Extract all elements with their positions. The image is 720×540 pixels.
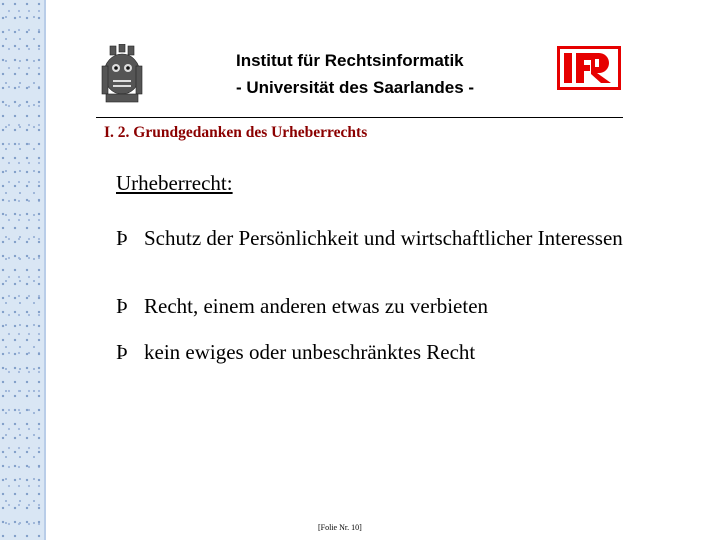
- header-divider: [96, 117, 623, 118]
- bullet-text: kein ewiges oder unbeschränktes Recht: [144, 340, 476, 364]
- ifr-logo-icon: [557, 46, 621, 90]
- section-title: I. 2. Grundgedanken des Urheberrechts: [104, 124, 368, 141]
- university-seal-icon: [96, 44, 148, 106]
- decorative-side-strip: [0, 0, 46, 540]
- implies-arrow-icon: Þ: [116, 226, 128, 250]
- bullet-text: Recht, einem anderen etwas zu verbieten: [144, 294, 489, 318]
- main-heading: Urheberrecht:: [116, 171, 233, 195]
- university-name: - Universität des Saarlandes -: [236, 78, 475, 97]
- institute-name: Institut für Rechtsinformatik: [236, 51, 464, 70]
- implies-arrow-icon: Þ: [116, 294, 128, 318]
- bullet-text: Schutz der Persönlichkeit und wirtschaftlicher Interessen: [144, 226, 623, 250]
- slide-number: [Folie Nr. 10]: [318, 523, 362, 532]
- implies-arrow-icon: Þ: [116, 340, 128, 364]
